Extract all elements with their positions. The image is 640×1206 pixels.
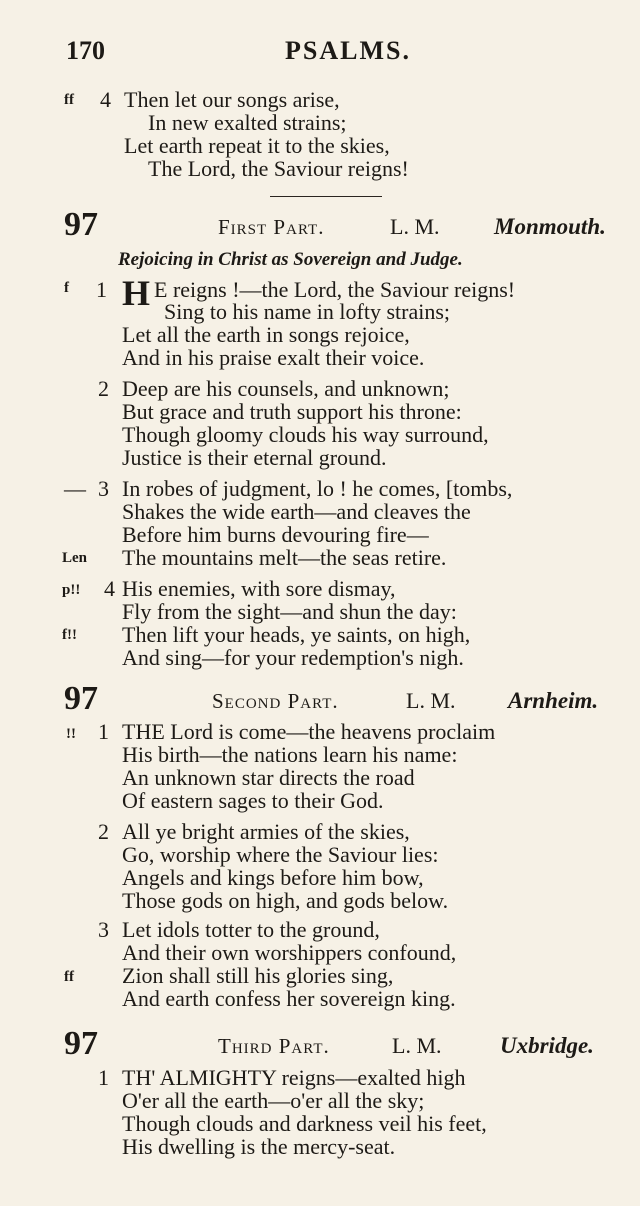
verse-line: His dwelling is the mercy-seat.: [122, 1134, 396, 1159]
verse-line: Those gods on high, and gods below.: [122, 888, 449, 913]
hymn-meter: L. M.: [392, 1033, 442, 1058]
verse-line: His enemies, with sore dismay,: [122, 576, 396, 601]
verse-line: Before him burns devouring fire—: [122, 522, 429, 547]
hymn-part: Second Part.: [212, 689, 339, 713]
running-head: PSALMS.: [285, 36, 411, 65]
verse-line: Though clouds and darkness veil his feet,: [122, 1111, 487, 1136]
hymn-number: 97: [64, 1025, 98, 1062]
dynamic-mark: f!!: [62, 627, 77, 643]
page-number: 170: [66, 36, 105, 65]
verse-line: THE Lord is come—the heavens proclaim: [122, 719, 496, 744]
verse-number: 4: [100, 87, 111, 112]
verse-line: Justice is their eternal ground.: [122, 445, 387, 470]
hymn-number: 97: [64, 206, 98, 243]
verse-line: And sing—for your redemption's nigh.: [122, 645, 464, 670]
verse-number: 1: [98, 1065, 109, 1090]
verse-line: Then let our songs arise,: [124, 87, 340, 112]
section-divider: [270, 196, 382, 197]
dynamic-mark: !!: [66, 726, 76, 742]
hymn-tune: Arnheim.: [508, 688, 599, 713]
dynamic-mark: f: [64, 280, 69, 296]
hymn-subtitle: Rejoicing in Christ as Sovereign and Judge.: [118, 249, 463, 270]
verse-line: Then lift your heads, ye saints, on high,: [122, 622, 471, 647]
verse-line: Deep are his counsels, and unknown;: [122, 376, 450, 401]
verse-line: Go, worship where the Saviour lies:: [122, 842, 439, 867]
verse-line: Let all the earth in songs rejoice,: [122, 322, 410, 347]
dynamic-mark: —: [64, 476, 86, 501]
dynamic-mark: ff: [64, 969, 74, 985]
verse-number: 3: [98, 476, 109, 501]
drop-capital: H: [122, 273, 151, 313]
verse-line: In new exalted strains;: [148, 110, 347, 135]
dynamic-mark: Len: [62, 550, 88, 566]
verse-line: Of eastern sages to their God.: [122, 788, 384, 813]
verse-line: Shakes the wide earth—and cleaves the: [122, 499, 471, 524]
verse-number: 2: [98, 376, 109, 401]
verse-line: The mountains melt—the seas retire.: [122, 545, 447, 570]
verse-line: The Lord, the Saviour reigns!: [148, 156, 409, 181]
verse-line: Let idols totter to the ground,: [122, 917, 380, 942]
verse-line: In robes of judgment, lo ! he comes, [tombs,: [122, 476, 513, 501]
verse-line: And their own worshippers confound,: [122, 940, 457, 965]
verse-line: O'er all the earth—o'er all the sky;: [122, 1088, 425, 1113]
verse-line: Fly from the sight—and shun the day:: [122, 599, 457, 624]
hymn-meter: L. M.: [390, 214, 440, 239]
verse-number: 1: [96, 277, 107, 302]
verse-line: And earth confess her sovereign king.: [122, 986, 456, 1011]
verse-line: And in his praise exalt their voice.: [122, 345, 425, 370]
verse-line: Though gloomy clouds his way surround,: [122, 422, 489, 447]
hymn-part: Third Part.: [218, 1034, 330, 1058]
hymn-number: 97: [64, 680, 98, 717]
verse-number: 4: [104, 576, 115, 601]
hymn-tune: Uxbridge.: [500, 1033, 594, 1058]
verse-line: TH' ALMIGHTY reigns—exalted high: [122, 1065, 466, 1090]
verse-line: Angels and kings before him bow,: [122, 865, 424, 890]
verse-line: All ye bright armies of the skies,: [122, 819, 410, 844]
verse-line: Sing to his name in lofty strains;: [164, 299, 450, 324]
verse-number: 1: [98, 719, 109, 744]
dynamic-mark: ff: [64, 92, 74, 108]
dynamic-mark: p!!: [62, 582, 81, 598]
verse-line: But grace and truth support his throne:: [122, 399, 462, 424]
hymn-tune: Monmouth.: [494, 214, 606, 239]
hymn-part: First Part.: [218, 215, 325, 239]
verse-line: An unknown star directs the road: [122, 765, 415, 790]
verse-number: 2: [98, 819, 109, 844]
verse-line: His birth—the nations learn his name:: [122, 742, 458, 767]
verse-number: 3: [98, 917, 109, 942]
verse-line: Let earth repeat it to the skies,: [124, 133, 390, 158]
verse-line: Zion shall still his glories sing,: [122, 963, 394, 988]
hymn-meter: L. M.: [406, 688, 456, 713]
verse-line: E reigns !—the Lord, the Saviour reigns!: [154, 277, 516, 302]
